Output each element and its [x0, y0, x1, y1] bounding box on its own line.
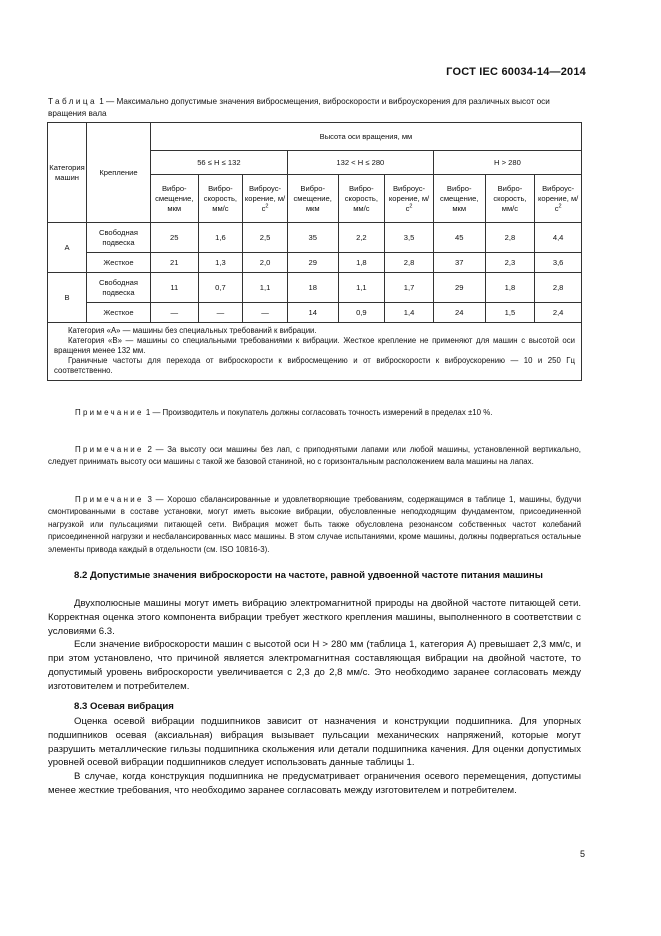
value-cell: 1,8 [338, 253, 385, 273]
value-cell: 0,7 [198, 273, 243, 303]
document-header: ГОСТ IEC 60034-14—2014 [446, 66, 586, 78]
value-cell: — [243, 303, 288, 323]
table-footnote: Категория «В» — машины со специальными требованиями к вибрации. Жесткое крепление не применяют для машин с высотой оси вращения менее 132 мм. [54, 336, 575, 355]
value-cell: 1,7 [385, 273, 434, 303]
value-cell: 1,6 [198, 223, 243, 253]
section-8-2-body [48, 597, 581, 694]
header-category: Категория машин [48, 123, 87, 223]
sub-header-displacement: Вибро- смещение, мкм [433, 175, 485, 223]
sub-header-velocity: Вибро- скорость, мм/с [338, 175, 385, 223]
header-range-1: 56 ≤ H ≤ 132 [150, 151, 287, 175]
sub-header-acceleration: Виброус- корение, $м/с^2$ [385, 175, 434, 223]
value-cell: — [150, 303, 198, 323]
value-cell: 2,5 [243, 223, 288, 253]
table-row [48, 303, 582, 323]
sub-header-acceleration: Виброус- корение, $м/с^2$ [535, 175, 582, 223]
value-cell: 11 [150, 273, 198, 303]
paragraph: В случае, когда конструкция подшипника не предусматривает ограничения осевого перемещения, допустимы менее жесткие требования, что необходимо заранее согласовать между изготовителем и потребителем. [48, 771, 581, 796]
value-cell: 21 [150, 253, 198, 273]
section-8-2-title: 8.2 Допустимые значения виброскорости на частоте, равной удвоенной частоте питания машины [74, 570, 543, 581]
table-caption-label: Таблица [48, 97, 97, 106]
table-caption-text: 1 — Максимально допустимые значения виброcмещения, виброскорости и виброускорения для различных высот оси вращения вала [48, 97, 550, 118]
value-cell: 2,8 [485, 223, 535, 253]
value-cell: — [198, 303, 243, 323]
paragraph: Оценка осевой вибрации подшипников зависит от назначения и конструкции подшипника. Для упорных подшипников осевая (аксиальная) вибрация вызывает пульсации механических напряжений, которые могут разрушить металлические гильзы подшипника скольжения или детали подшипника качения. Для оценки допустимых уровней осевой вибрации подшипников следует использовать данные таблицы 1. [48, 716, 581, 769]
note-text: 2 — За высоту оси машины без лап, с приподнятыми лапами или любой машины, установленной вертикально, следует принимать высоту оси машины с такой же базовой станиной, но с горизонтальным расположением вала машины на лапах. [48, 445, 581, 467]
category-cell: B [48, 273, 87, 323]
value-cell: 14 [287, 303, 338, 323]
sub-header-acceleration: Виброус- корение, $м/с^2$ [243, 175, 288, 223]
value-cell: 1,8 [485, 273, 535, 303]
mount-cell: Свободная подвеска [87, 223, 151, 253]
value-cell: 2,8 [385, 253, 434, 273]
mount-cell: Свободная подвеска [87, 273, 151, 303]
value-cell: 29 [433, 273, 485, 303]
value-cell: 37 [433, 253, 485, 273]
note-1 [48, 407, 581, 419]
paragraph: Если значение виброскорости машин с высотой оси H > 280 мм (таблица 1, категория А) превышает 2,3 мм/с, и при этом установлено, что причиной является электромагнитная составляющая вибрации на двойной частоте, то допустимый уровень виброскорости увеличивается с 2,3 до 2,8 мм/с. Это необходимо заранее согласовать между изготовителем и потребителем. [48, 639, 581, 692]
sub-header-velocity: Вибро- скорость, мм/с [485, 175, 535, 223]
value-cell: 0,9 [338, 303, 385, 323]
section-8-3-body [48, 715, 581, 798]
category-cell: A [48, 223, 87, 273]
paragraph: Двухполюсные машины могут иметь вибрацию электромагнитной природы на двойной частоте питающей сети. Корректная оценка этого компонента вибрации требует жесткого крепления машины, выполненного в соответствии с условиями 6.3. [48, 598, 581, 637]
value-cell: 1,5 [485, 303, 535, 323]
mount-cell: Жесткое [87, 303, 151, 323]
sub-header-displacement: Вибро- смещение, мкм [150, 175, 198, 223]
value-cell: 24 [433, 303, 485, 323]
table-footnote: Категория «А» — машины без специальных требований к вибрации. [68, 326, 317, 335]
value-cell: 3,5 [385, 223, 434, 253]
value-cell: 1,4 [385, 303, 434, 323]
value-cell: 4,4 [535, 223, 582, 253]
table-row [48, 253, 582, 273]
note-3 [48, 494, 581, 556]
value-cell: 25 [150, 223, 198, 253]
note-text: 1 — Производитель и покупатель должны согласовать точность измерений в пределах ±10 %. [145, 408, 493, 417]
sub-header-displacement: Вибро- смещение, мкм [287, 175, 338, 223]
mount-cell: Жесткое [87, 253, 151, 273]
header-range-3: H > 280 [433, 151, 581, 175]
table-footnotes [48, 323, 582, 381]
value-cell: 18 [287, 273, 338, 303]
value-cell: 1,3 [198, 253, 243, 273]
vibration-limits-table [47, 122, 582, 381]
note-2 [48, 444, 581, 469]
sub-header-velocity: Вибро- скорость, мм/с [198, 175, 243, 223]
value-cell: 2,2 [338, 223, 385, 253]
table-caption [48, 96, 586, 120]
value-cell: 2,8 [535, 273, 582, 303]
note-lead: Примечание [75, 408, 144, 417]
note-lead: Примечание [75, 495, 144, 504]
value-cell: 3,6 [535, 253, 582, 273]
value-cell: 1,1 [243, 273, 288, 303]
header-mount: Крепление [87, 123, 151, 223]
value-cell: 35 [287, 223, 338, 253]
table-footnote: Граничные частоты для перехода от виброскорости к вибросмещению и от виброскорости к виброускорению — 10 и 250 Гц соответственно. [54, 356, 575, 375]
value-cell: 2,3 [485, 253, 535, 273]
section-8-3-title: 8.3 Осевая вибрация [74, 701, 174, 712]
header-range-2: 132 < H ≤ 280 [287, 151, 433, 175]
page-number: 5 [579, 849, 585, 859]
value-cell: 45 [433, 223, 485, 253]
note-lead: Примечание [75, 445, 144, 454]
value-cell: 2,0 [243, 253, 288, 273]
table-row [48, 273, 582, 303]
header-height: Высота оси вращения, мм [150, 123, 581, 151]
value-cell: 1,1 [338, 273, 385, 303]
value-cell: 2,4 [535, 303, 582, 323]
value-cell: 29 [287, 253, 338, 273]
note-text: 3 — Хорошо сбалансированные и удовлетворяющие требованиям, содержащимся в таблице 1, машины, будучи смонтированными в составе установки, могут иметь высокие вибрации, обусловленные неподходящим фундаментом, присоединенной нагрузкой или пульсациями питающей сети. Вибрация может быть также обусловлена резонансом собственных частот колебаний присоединенной нагрузки и несбалансированных масс машины. В этом случае испытаниями, кроме машины, должны подвергаться остальные элементы привода каждый в отдельности (см. ISO 10816-3). [48, 495, 581, 554]
table-row [48, 223, 582, 253]
